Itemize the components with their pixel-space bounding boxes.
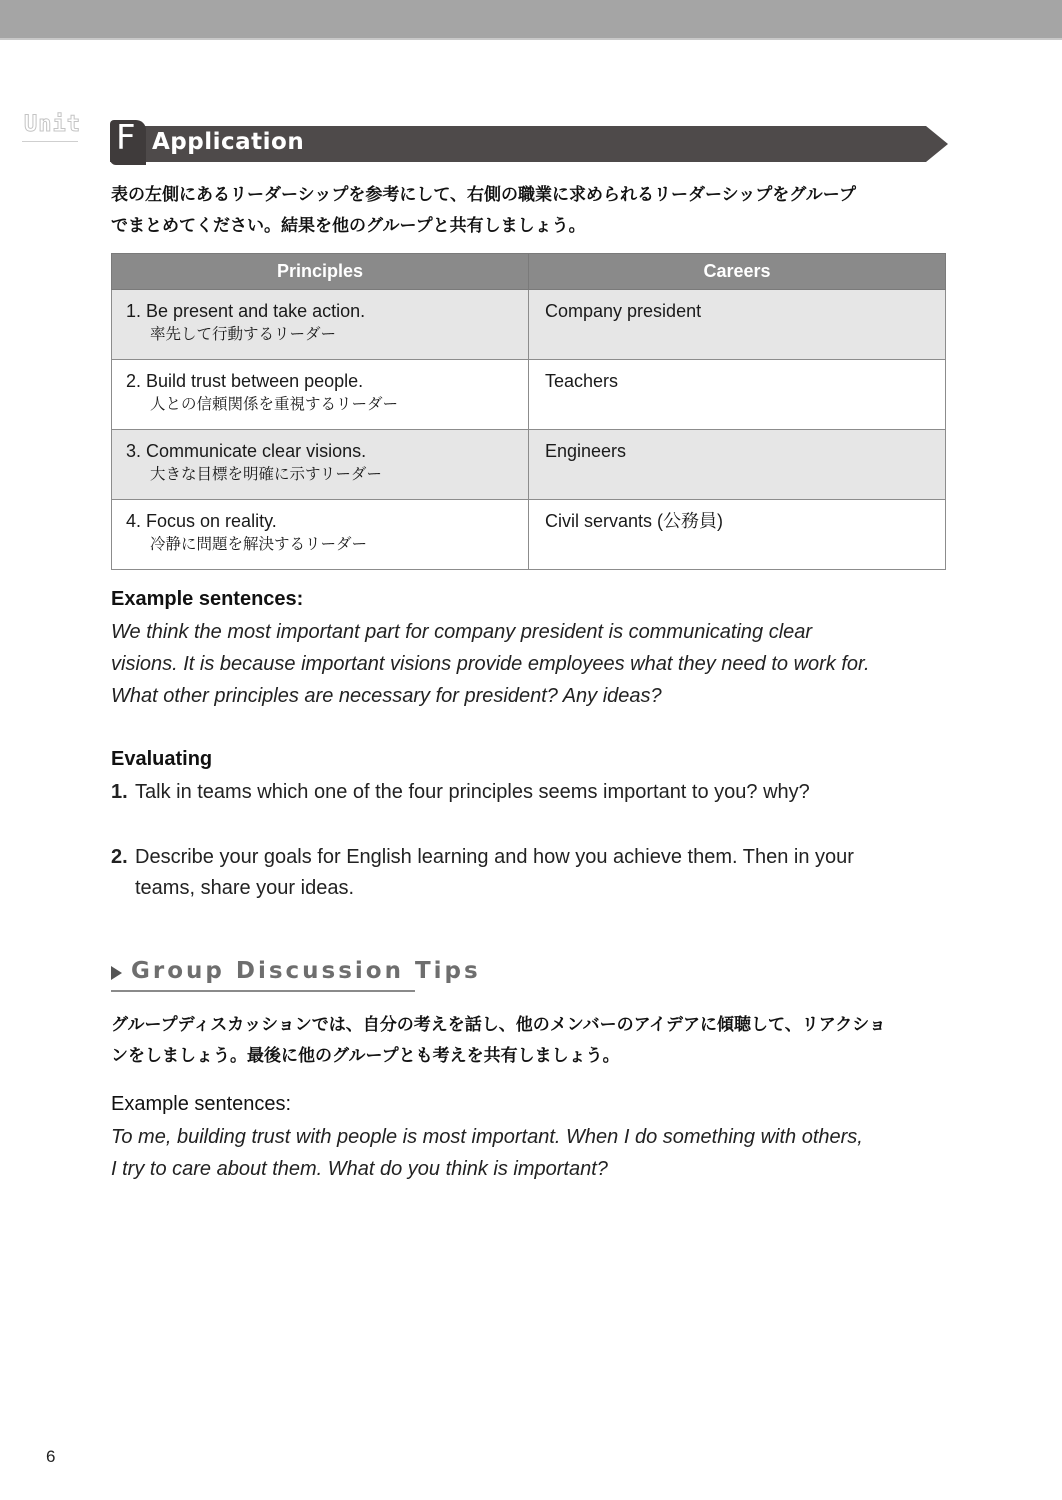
play-triangle-icon <box>111 966 122 980</box>
principle-japanese: 冷静に問題を解決するリーダー <box>150 535 368 553</box>
career-cell <box>529 290 946 360</box>
group-discussion-tips-heading <box>111 958 481 992</box>
evaluating-item <box>111 842 941 904</box>
career-text: Engineers <box>545 441 627 461</box>
instructions <box>111 180 947 242</box>
principles-careers-table <box>111 253 946 570</box>
principle-english: 1. Be present and take action. <box>126 301 366 321</box>
table-row <box>112 430 946 500</box>
item-number: 1. <box>111 781 128 803</box>
principle-japanese: 率先して行動するリーダー <box>150 325 337 343</box>
career-text: Teachers <box>545 371 619 391</box>
section-letter: F <box>116 118 136 158</box>
item-text: Talk in teams which one of the four principles seems important to you? why? <box>135 781 810 803</box>
item-number: 2. <box>111 846 128 868</box>
career-cell <box>529 360 946 430</box>
evaluating-item <box>111 777 941 808</box>
section-banner <box>110 118 948 162</box>
career-cell <box>529 430 946 500</box>
principle-english: 2. Build trust between people. <box>126 371 364 391</box>
example-line: What other principles are necessary for president? Any ideas? <box>111 685 662 707</box>
column-header-principles: Principles <box>112 254 529 290</box>
tips-title: Group Discussion Tips <box>131 958 481 984</box>
example-sentences-heading: Example sentences: <box>111 588 304 610</box>
page-number: 6 <box>46 1447 56 1466</box>
instructions-line: でまとめてください。結果を他のグループと共有しましょう。 <box>111 216 586 236</box>
top-header-band <box>0 0 1062 40</box>
item-text: Describe your goals for English learning and how you achieve them. Then in your teams, share your ideas. <box>135 846 854 899</box>
career-text: Civil servants (公務員) <box>545 511 724 531</box>
example-line: I try to care about them. What do you think is important? <box>111 1158 608 1180</box>
column-header-careers: Careers <box>529 254 946 290</box>
tips-line: グループディスカッションでは、自分の考えを話し、他のメンバーのアイデアに傾聴して、リアクショ <box>111 1015 886 1035</box>
principle-english: 4. Focus on reality. <box>126 511 277 531</box>
example-line: To me, building trust with people is most important. When I do something with others, <box>111 1126 863 1148</box>
principle-english: 3. Communicate clear visions. <box>126 441 367 461</box>
tips-text <box>111 1010 951 1072</box>
unit-label: Unit <box>24 112 81 137</box>
example-sentences-paragraph-2 <box>111 1121 956 1185</box>
unit-underline <box>22 141 78 142</box>
principle-cell <box>112 500 529 570</box>
career-text: Company president <box>545 301 702 321</box>
table-row <box>112 500 946 570</box>
example-line: We think the most important part for company president is communicating clear <box>111 621 813 643</box>
example-line: visions. It is because important visions provide employees what they need to work for. <box>111 653 870 675</box>
section-letter-box <box>110 120 146 165</box>
table-row <box>112 360 946 430</box>
example-sentences-heading-2: Example sentences: <box>111 1093 292 1115</box>
principle-cell <box>112 290 529 360</box>
principle-cell <box>112 430 529 500</box>
table-header-row <box>112 254 946 290</box>
evaluating-heading: Evaluating <box>111 748 213 770</box>
principle-japanese: 大きな目標を明確に示すリーダー <box>150 465 382 483</box>
example-sentences-paragraph <box>111 616 951 712</box>
career-cell <box>529 500 946 570</box>
section-title: Application <box>152 129 305 155</box>
tips-line: ンをしましょう。最後に他のグループとも考えを共有しましょう。 <box>111 1046 620 1066</box>
principle-cell <box>112 360 529 430</box>
table-row <box>112 290 946 360</box>
principle-japanese: 人との信頼関係を重視するリーダー <box>150 395 399 413</box>
instructions-line: 表の左側にあるリーダーシップを参考にして、右側の職業に求められるリーダーシップをグループ <box>111 185 856 205</box>
